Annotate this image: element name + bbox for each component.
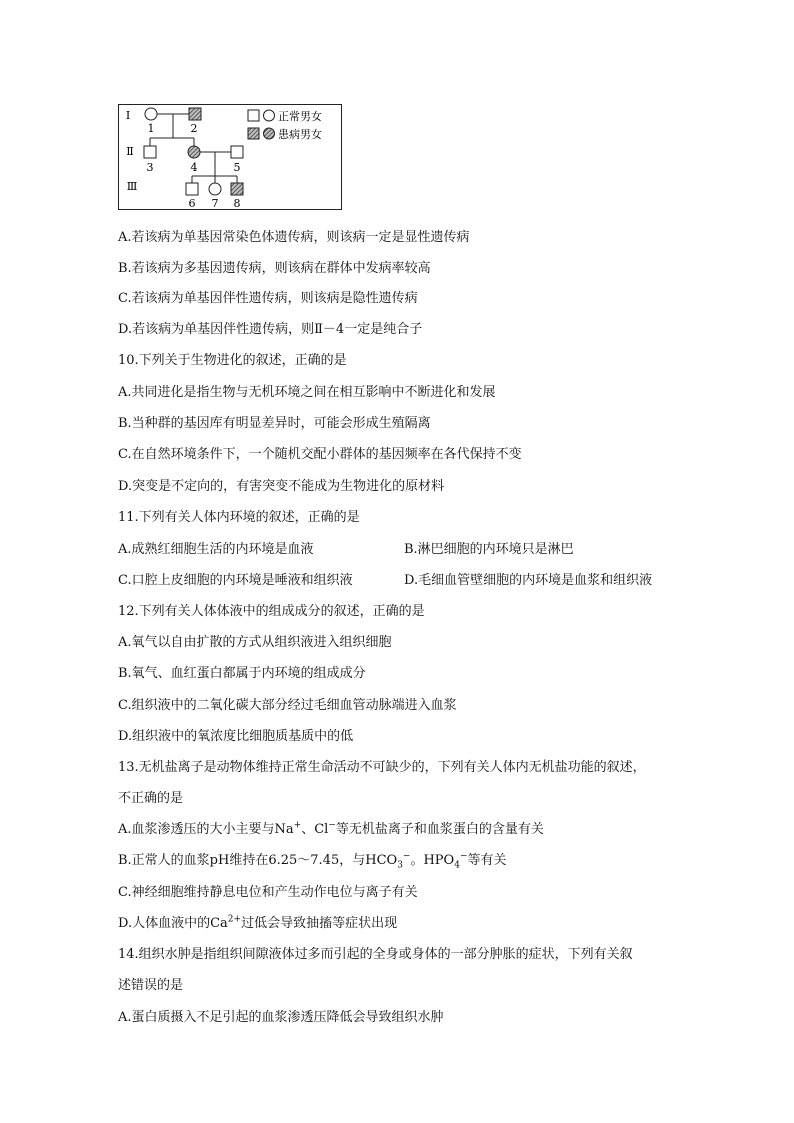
- individual-2-affected-male: [189, 108, 201, 120]
- individual-number-2: 2: [190, 122, 198, 135]
- q13-option-a: [118, 821, 544, 839]
- individual-number-8: 8: [233, 197, 241, 210]
- q9-option-a: A.若该病为单基因常染色体遗传病，则该病一定是显性遗传病: [118, 230, 470, 245]
- q13-option-d: [118, 915, 397, 933]
- q13-b-text-2: 。HPO: [410, 853, 455, 868]
- q13-option-c: C.神经细胞维持静息电位和产生动作电位与离子有关: [118, 885, 418, 900]
- individual-number-4: 4: [190, 161, 198, 174]
- individual-number-7: 7: [211, 197, 219, 210]
- q10-option-c: C.在自然环境条件下，一个随机交配小群体的基因频率在各代保持不变: [118, 447, 522, 462]
- q13-a-text-3: 等无机盐离子和血浆蛋白的含量有关: [335, 822, 544, 837]
- individual-7-normal-female: [209, 183, 221, 195]
- q13-b-text-1: B.正常人的血浆pH维持在6.25～7.45，与HCO: [118, 853, 398, 868]
- legend-affected-female-icon: [264, 128, 275, 139]
- individual-number-5: 5: [233, 161, 241, 174]
- generation-label-3: Ⅲ: [126, 180, 138, 193]
- individual-1-normal-female: [145, 108, 157, 120]
- q9-option-d: D.若该病为单基因伴性遗传病，则Ⅱ－4一定是纯合子: [118, 322, 423, 337]
- q13-a-text-2: 、Cl: [301, 822, 329, 837]
- individual-4-affected-female: [188, 146, 200, 158]
- q13-option-b: [118, 852, 507, 870]
- q11-option-d: D.毛细血管壁细胞的内环境是血浆和组织液: [404, 573, 653, 588]
- pedigree-chart: [118, 104, 342, 210]
- q13-b-sub-2: 4: [454, 860, 460, 871]
- q12-option-b: B.氧气、血红蛋白都属于内环境的组成成分: [118, 666, 366, 681]
- legend-normal-label: 正常男女: [278, 110, 322, 123]
- q13-stem-line1: 13.无机盐离子是动物体维持正常生命活动不可缺少的，下列有关人体内无机盐功能的叙述，: [118, 760, 646, 775]
- q9-option-b: B.若该病为多基因遗传病，则该病在群体中发病率较高: [118, 261, 431, 276]
- q10-option-b: B.当种群的基因库有明显差异时，可能会形成生殖隔离: [118, 416, 431, 431]
- generation-label-1: Ⅰ: [125, 109, 131, 122]
- q13-b-sup-2: −: [459, 851, 468, 862]
- generation-label-2: Ⅱ: [126, 145, 134, 158]
- q13-d-text-2: 过低会导致抽搐等症状出现: [241, 916, 398, 931]
- q13-b-text-3: 等有关: [467, 853, 507, 868]
- individual-5-normal-male: [231, 146, 243, 158]
- q11-option-a: A.成熟红细胞生活的内环境是血液: [118, 542, 314, 557]
- q13-d-text-1: D.人体血液中的Ca: [118, 916, 228, 931]
- legend-normal-female-icon: [264, 110, 275, 121]
- q13-a-text-1: A.血浆渗透压的大小主要与Na: [118, 822, 294, 837]
- legend-normal-male-icon: [248, 110, 259, 121]
- q11-stem: 11.下列有关人体内环境的叙述，正确的是: [118, 510, 360, 525]
- q12-option-d: D.组织液中的氧浓度比细胞质基质中的低: [118, 729, 354, 744]
- q13-a-sup-1: +: [293, 820, 302, 831]
- q12-option-c: C.组织液中的二氧化碳大部分经过毛细血管动脉端进入血浆: [118, 698, 457, 713]
- individual-number-1: 1: [147, 122, 155, 135]
- q9-option-c: C.若该病为单基因伴性遗传病，则该病是隐性遗传病: [118, 291, 418, 306]
- q13-a-sup-2: −: [328, 820, 336, 831]
- q14-option-a: A.蛋白质摄入不足引起的血浆渗透压降低会导致组织水肿: [118, 1010, 444, 1025]
- q12-stem: 12.下列有关人体体液中的组成成分的叙述，正确的是: [118, 604, 425, 619]
- legend-affected-male-icon: [248, 128, 259, 139]
- q13-d-sup: 2+: [227, 914, 242, 925]
- individual-number-6: 6: [188, 197, 196, 210]
- q14-stem-line1: 14.组织水肿是指组织间隙液体过多而引起的全身或身体的一部分肿胀的症状，下列有关叙: [118, 947, 633, 962]
- q11-option-b: B.淋巴细胞的内环境只是淋巴: [404, 542, 574, 557]
- individual-6-normal-male: [186, 183, 198, 195]
- q10-stem: 10.下列关于生物进化的叙述，正确的是: [118, 353, 347, 368]
- q13-b-sup-1: −: [402, 851, 411, 862]
- legend-affected-label: 患病男女: [278, 128, 322, 141]
- q14-stem-line2: 述错误的是: [118, 978, 184, 993]
- individual-8-affected-male: [231, 183, 243, 195]
- q12-option-a: A.氧气以自由扩散的方式从组织液进入组织细胞: [118, 635, 392, 650]
- q13-stem-line2: 不正确的是: [118, 791, 184, 806]
- individual-number-3: 3: [146, 161, 154, 174]
- individual-3-normal-male: [144, 146, 156, 158]
- q10-option-a: A.共同进化是指生物与无机环境之间在相互影响中不断进化和发展: [118, 385, 496, 400]
- q13-b-sub-1: 3: [397, 860, 403, 871]
- q10-option-d: D.突变是不定向的，有害突变不能成为生物进化的原材料: [118, 479, 445, 494]
- q11-option-c: C.口腔上皮细胞的内环境是唾液和组织液: [118, 573, 353, 588]
